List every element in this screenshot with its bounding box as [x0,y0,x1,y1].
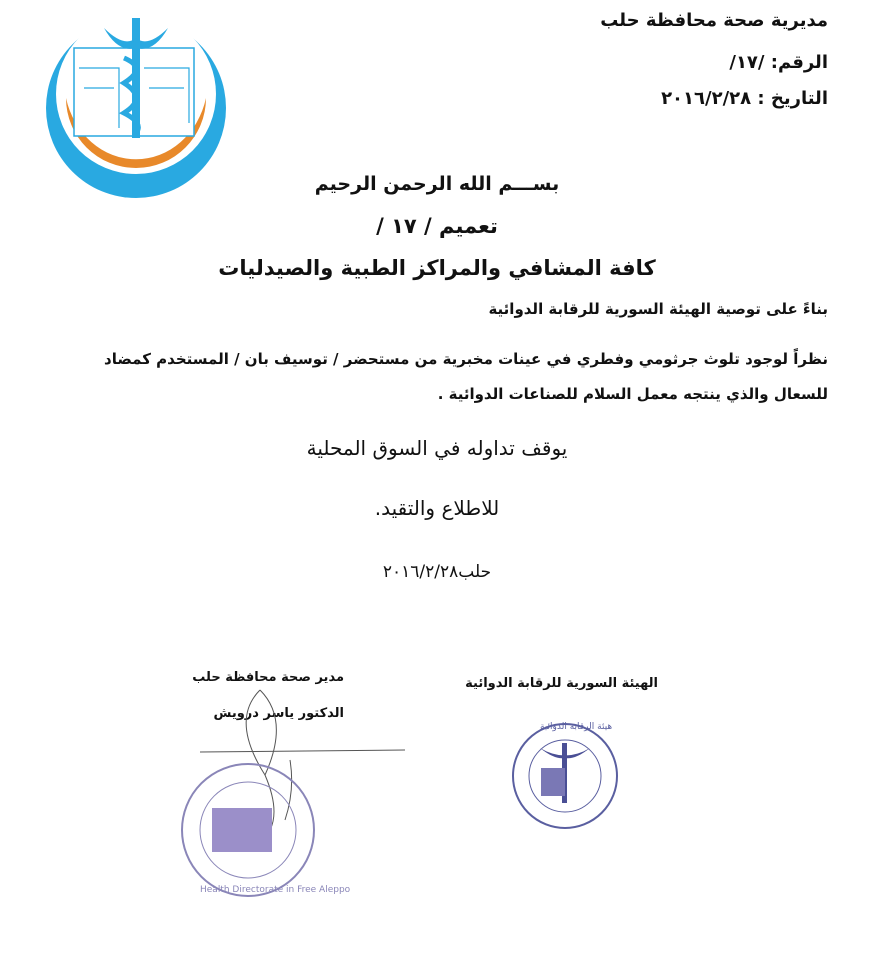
director-stamp-text: Health Directorate in Free Aleppo [200,885,351,895]
reference-line: بناءً على توصية الهيئة السورية للرقابة الدوائية [488,300,828,318]
signature-director-title: مدير صحة محافظة حلب [192,670,344,685]
authority-stamp [505,718,630,833]
signature-authority-title: الهيئة السورية للرقابة الدوائية [465,676,658,691]
decision: يوقف تداوله في السوق المحلية [306,436,568,460]
header-organization: مديرية صحة محافظة حلب [600,10,828,31]
signature-director-name: الدكتور ياسر درويش [213,706,344,721]
authority-stamp-text: هيئة الرقابة الدوائية [540,722,613,732]
body-line-1: نظراً لوجود تلوث جرثومي وفطري في عينات مخبرية من مستحضر / توسيف بان / المستخدم كمضاد [104,350,828,368]
health-directorate-logo [44,8,228,200]
place-date: حلب٢٠١٦/٢/٢٨ [382,562,492,582]
circular-number: تعميم / ١٧ / [376,214,498,238]
header-number: الرقم: /١٧/ [729,52,828,73]
director-signature-and-stamp [170,680,420,910]
body-line-2: للسعال والذي ينتجه معمل السلام للصناعات الدوائية . [437,385,828,403]
header-date: التاريخ : ٢٠١٦/٢/٢٨ [661,88,828,109]
closing: للاطلاع والتقيد. [374,496,500,520]
recipients: كافة المشافي والمراكز الطبية والصيدليات [218,256,656,280]
basmala: بســـم الله الرحمن الرحيم [314,173,560,195]
